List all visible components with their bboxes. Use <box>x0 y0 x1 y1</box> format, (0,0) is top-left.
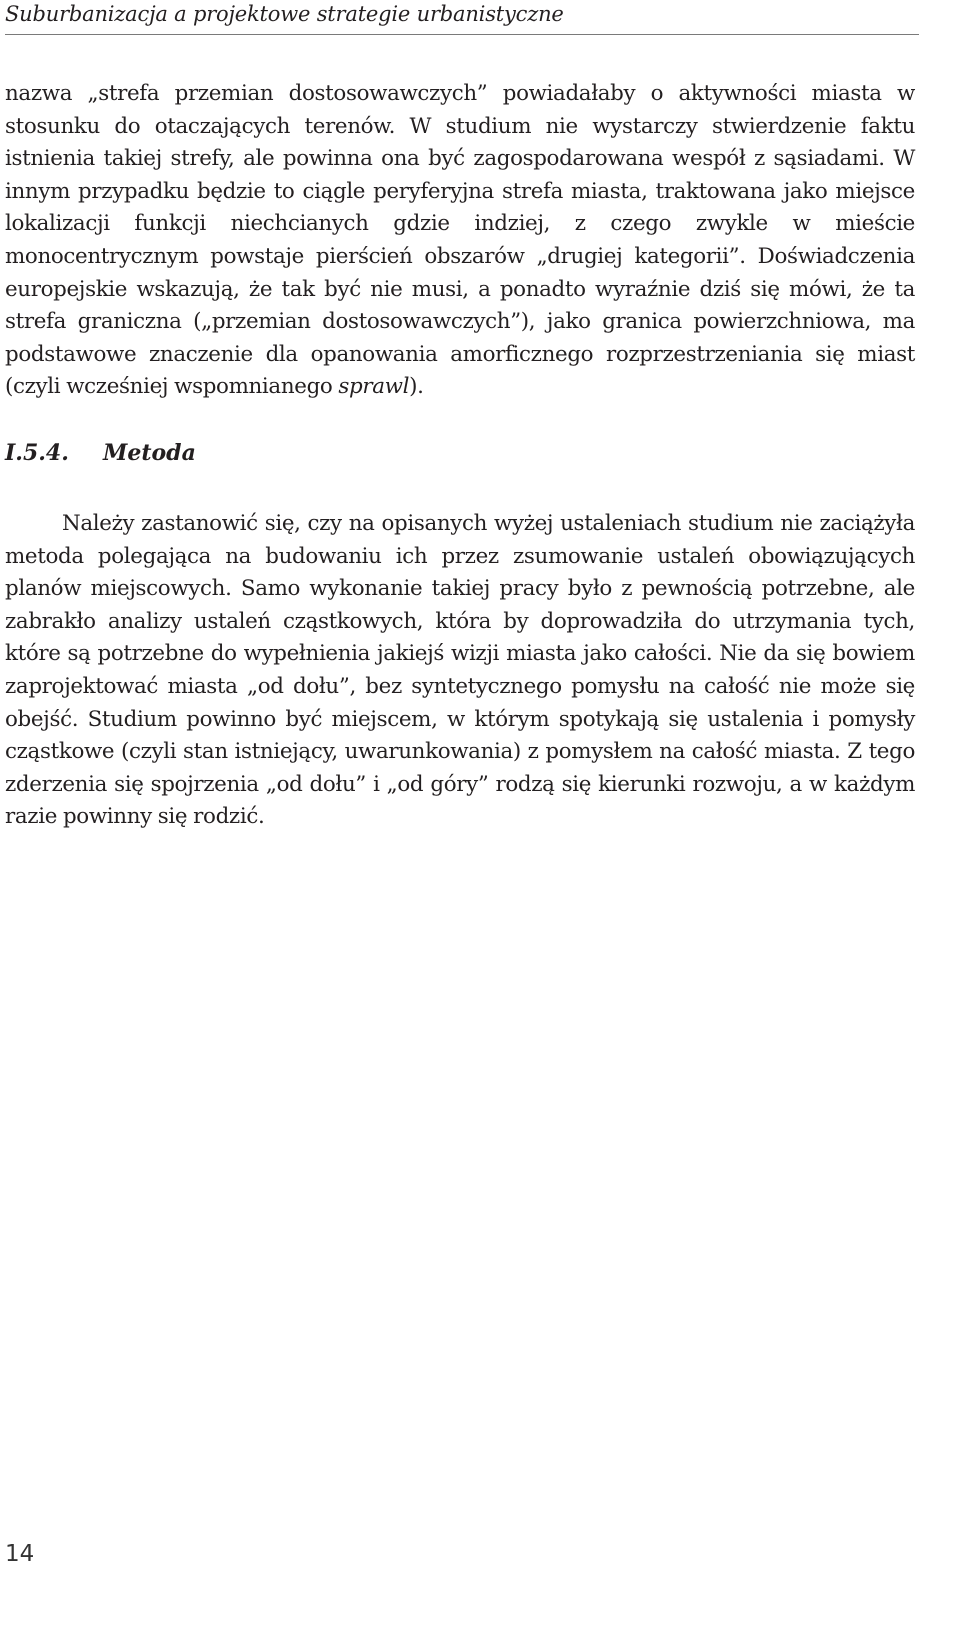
paragraph-text-end: ). <box>409 374 424 400</box>
page-number: 14 <box>5 1541 35 1567</box>
section-heading <box>5 440 196 466</box>
italic-term: sprawl <box>338 374 410 400</box>
paragraph-text: nazwa „strefa przemian dostosowawczych” powiadałaby o aktywności miasta w stosunku do otaczających terenów. W studium nie wystarczy stwierdzenie faktu istnienia takiej strefy, ale powinna ona być zagospodarowana wespół z sąsiadami. W innym przypadku będzie to ciągle peryferyjna strefa miasta, traktowana jako miejsce lokalizacji funkcji niechcianych gdzie indziej, z czego zwykle w mieście monocentrycznym powstaje pierścień obszarów „drugiej kategorii”. Doświadczenia europejskie wskazują, że tak być nie musi, a ponadto wyraźnie dziś się mówi, że ta strefa graniczna („przemian dostosowawczych”), jako granica powierzchniowa, ma podstawowe znaczenie dla opanowania amorficznego rozprzestrzeniania się miast (czyli wcześniej wspomnianego <box>5 81 915 400</box>
body-paragraph: Należy zastanowić się, czy na opisanych wyżej ustaleniach studium nie zaciążyła metoda polegająca na budowaniu ich przez zsumowanie ustaleń obowiązujących planów miejscowych. Samo wykonanie takiej pracy było z pewnością potrzebne, ale zabrakło analizy ustaleń cząstkowych, która by doprowadziła do utrzymania tych, które są potrzebne do wypełnienia jakiejś wizji miasta jako całości. Nie da się bowiem zaprojektować miasta „od dołu”, bez syntetycznego pomysłu na całość nie może się obejść. Studium powinno być miejscem, w którym spotykają się ustalenia i pomysły cząstkowe (czyli stan istniejący, uwarunkowania) z pomysłem na całość miasta. Z tego zderzenia się spojrzenia „od dołu” i „od góry” rodzą się kierunki rozwoju, a w każdym razie powinny się rodzić. <box>5 511 915 830</box>
section-title: Metoda <box>103 440 196 466</box>
running-header <box>5 0 919 35</box>
body-paragraph <box>5 78 915 404</box>
running-title: Suburbanizacja a projektowe strategie urbanistyczne <box>5 2 564 26</box>
section-number: I.5.4. <box>5 440 69 466</box>
